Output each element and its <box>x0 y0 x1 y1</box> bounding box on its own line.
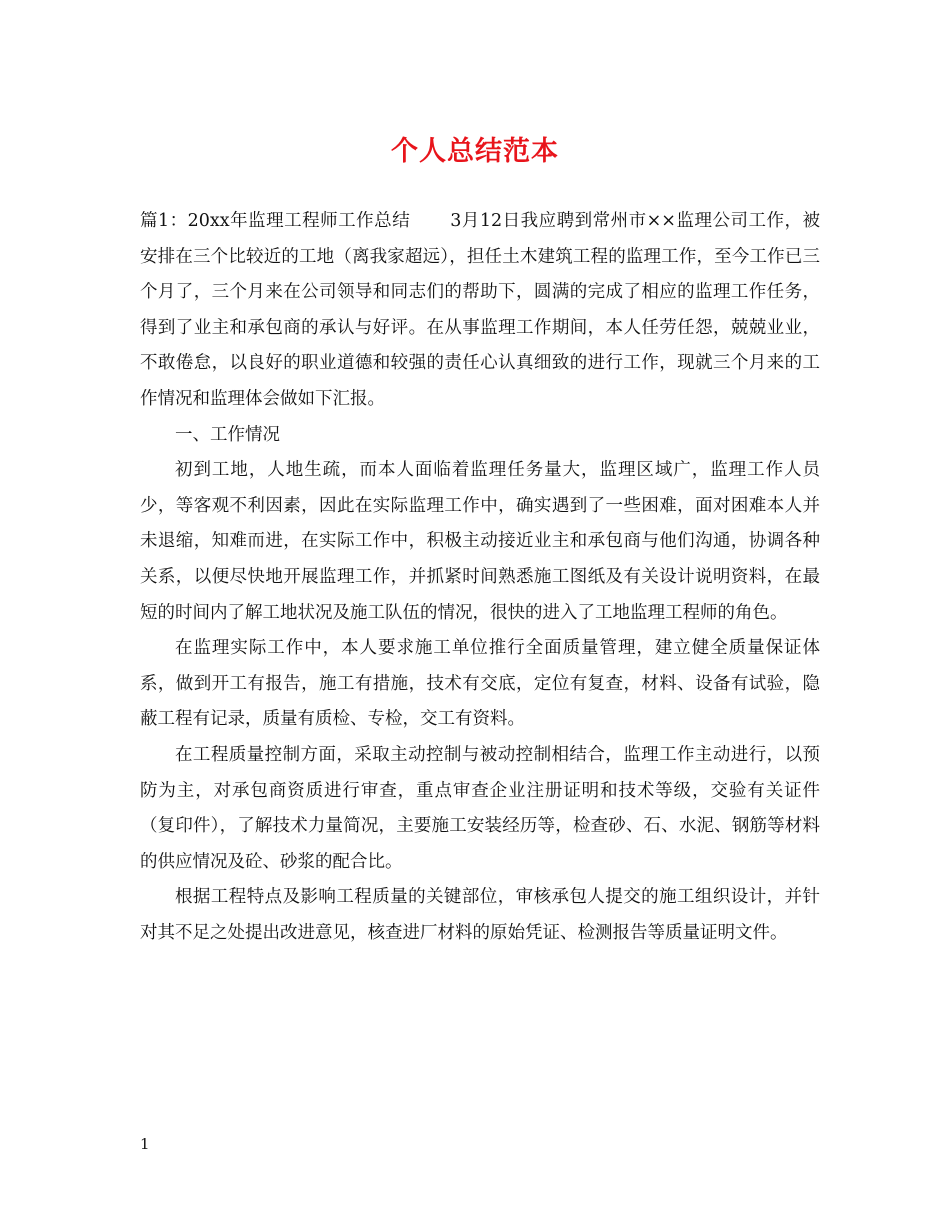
body-paragraph-3: 在工程质量控制方面，采取主动控制与被动控制相结合，监理工作主动进行，以预防为主，对承包商资质进行审查，重点审查企业注册证明和技术等级，交验有关证件（复印件），了解技术力量简况，主要施工安装经历等，检查砂、石、水泥、钢筋等材料的供应情况及砼、砂浆的配合比。 <box>140 744 820 872</box>
body-paragraph-1: 初到工地，人地生疏，而本人面临着监理任务量大，监理区域广，监理工作人员少，等客观不利因素，因此在实际监理工作中，确实遇到了一些困难，面对困难本人并未退缩，知难而进，在实际工作中，积极主动接近业主和承包商与他们沟通，协调各种关系，以便尽快地开展监理工作，并抓紧时间熟悉施工图纸及有关设计说明资料，在最短的时间内了解工地状况及施工队伍的情况，很快的进入了工地监理工程师的角色。 <box>140 460 820 623</box>
intro-paragraph <box>140 204 820 418</box>
document-body <box>140 204 820 951</box>
intro-text: 3月12日我应聘到常州市××监理公司工作，被安排在三个比较近的工地（离我家超远），担任土木建筑工程的监理工作，至今工作已三个月了，三个月来在公司领导和同志们的帮助下，圆满的完成了相应的监理工作任务，得到了业主和承包商的承认与好评。在从事监理工作期间，本人任劳任怨，兢兢业业，不敢倦怠，以良好的职业道德和较强的责任心认真细致的进行工作，现就三个月来的工作情况和监理体会做如下汇报。 <box>140 211 821 409</box>
section-heading: 一、工作情况 <box>175 424 280 445</box>
body-paragraph-4: 根据工程特点及影响工程质量的关键部位，审核承包人提交的施工组织设计，并针对其不足之处提出改进意见，核查进厂材料的原始凭证、检测报告等质量证明文件。 <box>140 887 820 943</box>
document-title: 个人总结范本 <box>391 136 559 167</box>
page-number: 1 <box>140 1135 150 1153</box>
body-paragraph-2: 在监理实际工作中，本人要求施工单位推行全面质量管理，建立健全质量保证体系，做到开工有报告，施工有措施，技术有交底，定位有复查，材料、设备有试验，隐蔽工程有记录，质量有质检、专检，交工有资料。 <box>140 638 820 730</box>
intro-heading: 篇1：20xx年监理工程师工作总结 <box>140 211 411 231</box>
